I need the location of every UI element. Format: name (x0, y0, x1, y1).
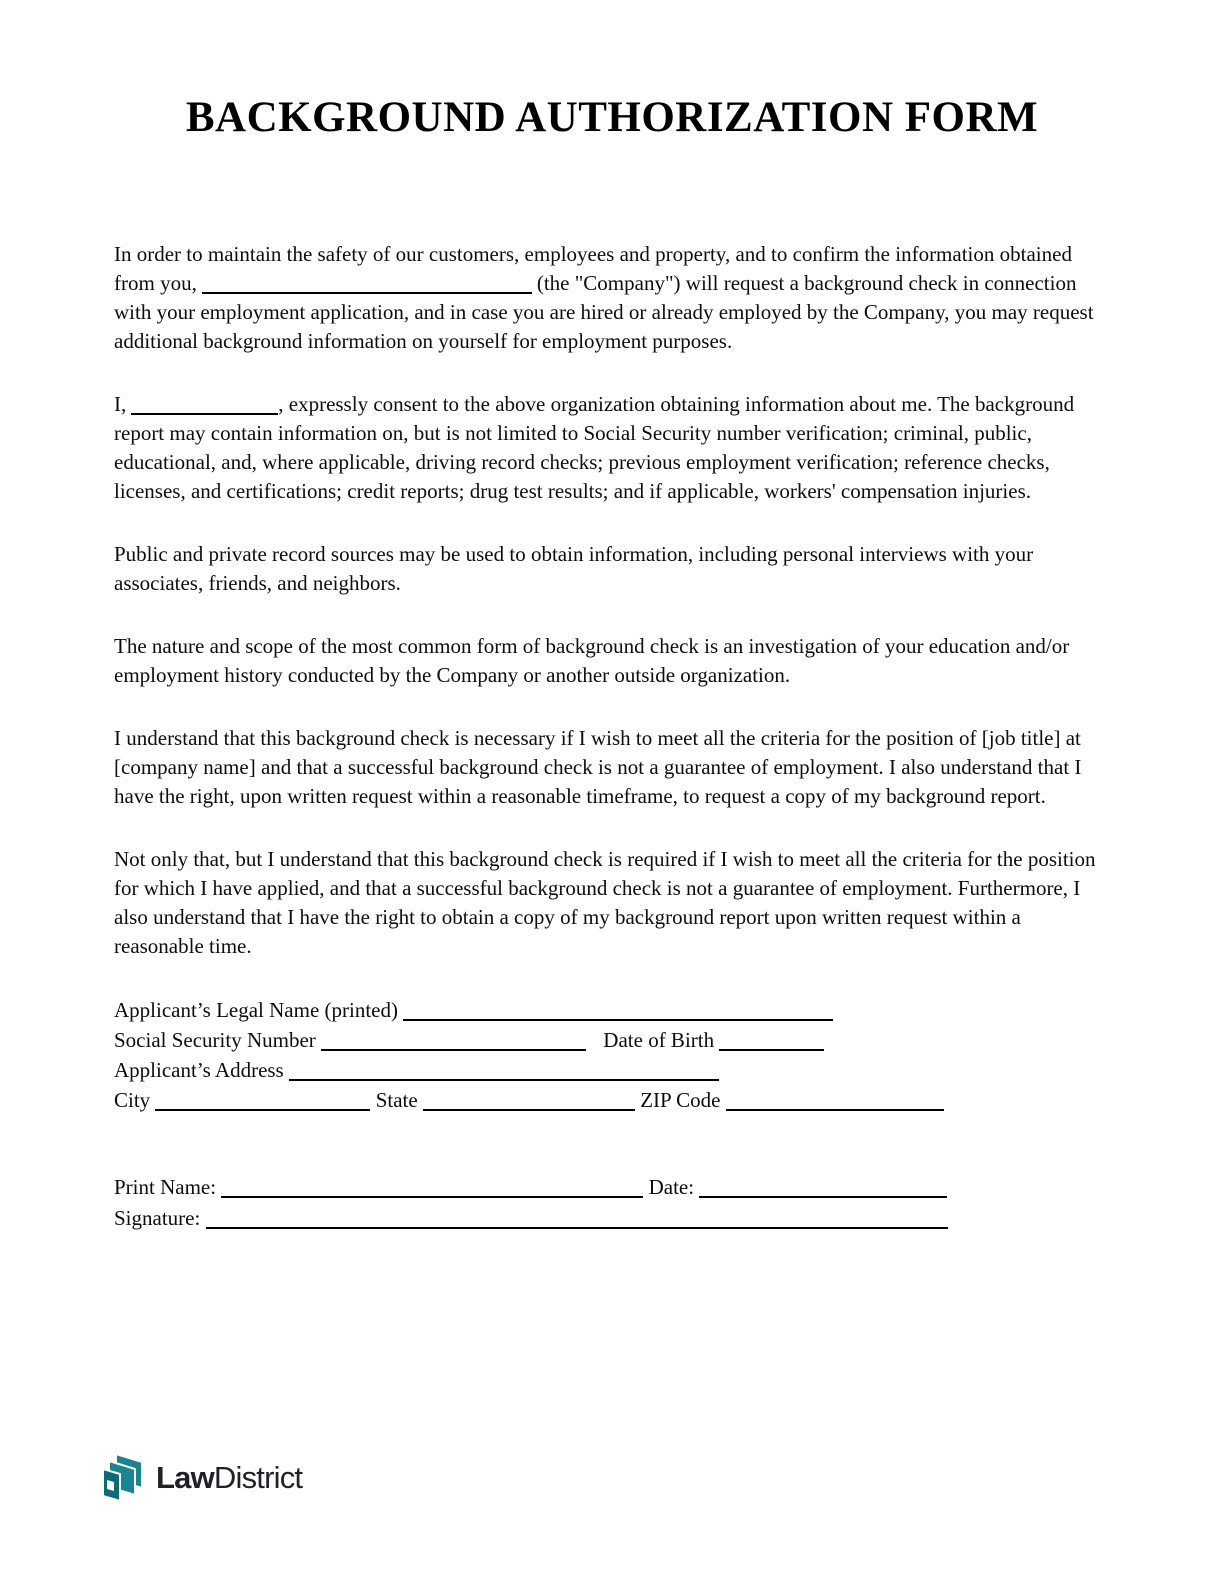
dob-blank (719, 1037, 824, 1051)
signature-row (114, 1203, 1110, 1234)
zip-label: ZIP Code (640, 1088, 721, 1113)
company-name-blank (202, 280, 532, 294)
logo-text-law: Law (156, 1460, 214, 1495)
consent-paragraph (114, 390, 1110, 506)
city-state-zip-row (114, 1085, 1110, 1115)
record-sources-paragraph: Public and private record sources may be used to obtain information, including personal interviews with your associates, friends, and neighbors. (114, 542, 1034, 596)
city-blank (155, 1097, 370, 1111)
signature-block (114, 1172, 1110, 1234)
address-blank (289, 1067, 719, 1081)
lawdistrict-stack-icon (102, 1452, 150, 1504)
ssn-blank (321, 1037, 586, 1051)
zip-blank (726, 1097, 944, 1111)
intro-text-after: (the "Company") will request a background check in connection with your employment application, and in case you are hired or already employed by the Company, you may request additional background information on yourself for employment purposes. (114, 271, 1094, 354)
legal-name-row (114, 995, 1110, 1025)
nature-scope-paragraph: The nature and scope of the most common form of background check is an investigation of your education and/or employment history conducted by the Company or another outside organization. (114, 634, 1070, 688)
lawdistrict-logo (102, 1452, 302, 1504)
dob-label: Date of Birth (603, 1028, 715, 1053)
criteria-applied-paragraph: Not only that, but I understand that this background check is required if I wish to meet all the criteria for the position for which I have applied, and that a successful background check is not a guarantee of employment. Furthermore, I also understand that I have the right to obtain a copy of my background report upon written request within a reasonable time. (114, 847, 1096, 959)
state-label: State (375, 1088, 418, 1113)
address-row (114, 1055, 1110, 1085)
consent-text-after: , expressly consent to the above organization obtaining information about me. The background report may contain information on, but is not limited to Social Security number verification; criminal, public, educational, and, where applicable, driving record checks; previous employment verification; reference checks, licenses, and certifications; credit reports; drug test results; and if applicable, workers' compensation injuries. (114, 392, 1075, 504)
applicant-fields-block (114, 995, 1110, 1115)
ssn-dob-row (114, 1025, 1110, 1055)
logo-text-district: District (213, 1460, 303, 1495)
legal-name-label: Applicant’s Legal Name (printed) (114, 998, 398, 1023)
applicant-name-blank (131, 401, 278, 415)
address-label: Applicant’s Address (114, 1058, 284, 1083)
legal-name-blank (403, 1007, 833, 1021)
intro-text-before: In order to maintain the safety of our customers, employees and property, and to confirm the information obtained from you, (114, 242, 1072, 296)
signature-label: Signature: (114, 1206, 201, 1231)
signature-blank (206, 1215, 948, 1229)
print-name-blank (221, 1184, 643, 1198)
date-label: Date: (648, 1175, 695, 1200)
print-name-label: Print Name: (114, 1175, 217, 1200)
city-label: City (114, 1088, 151, 1113)
consent-text-before: I, (114, 392, 127, 417)
page-title: BACKGROUND AUTHORIZATION FORM (185, 94, 1039, 141)
state-blank (423, 1097, 635, 1111)
lawdistrict-wordmark (156, 1460, 302, 1496)
date-blank (699, 1184, 947, 1198)
print-name-date-row (114, 1172, 1110, 1203)
ssn-label: Social Security Number (114, 1028, 316, 1053)
criteria-position-paragraph: I understand that this background check is necessary if I wish to meet all the criteria for the position of [job title] at [company name] and that a successful background check is not a guarantee of employment. I also understand that I have the right, upon written request within a reasonable timeframe, to request a copy of my background report. (114, 726, 1082, 809)
intro-paragraph (114, 240, 1110, 356)
